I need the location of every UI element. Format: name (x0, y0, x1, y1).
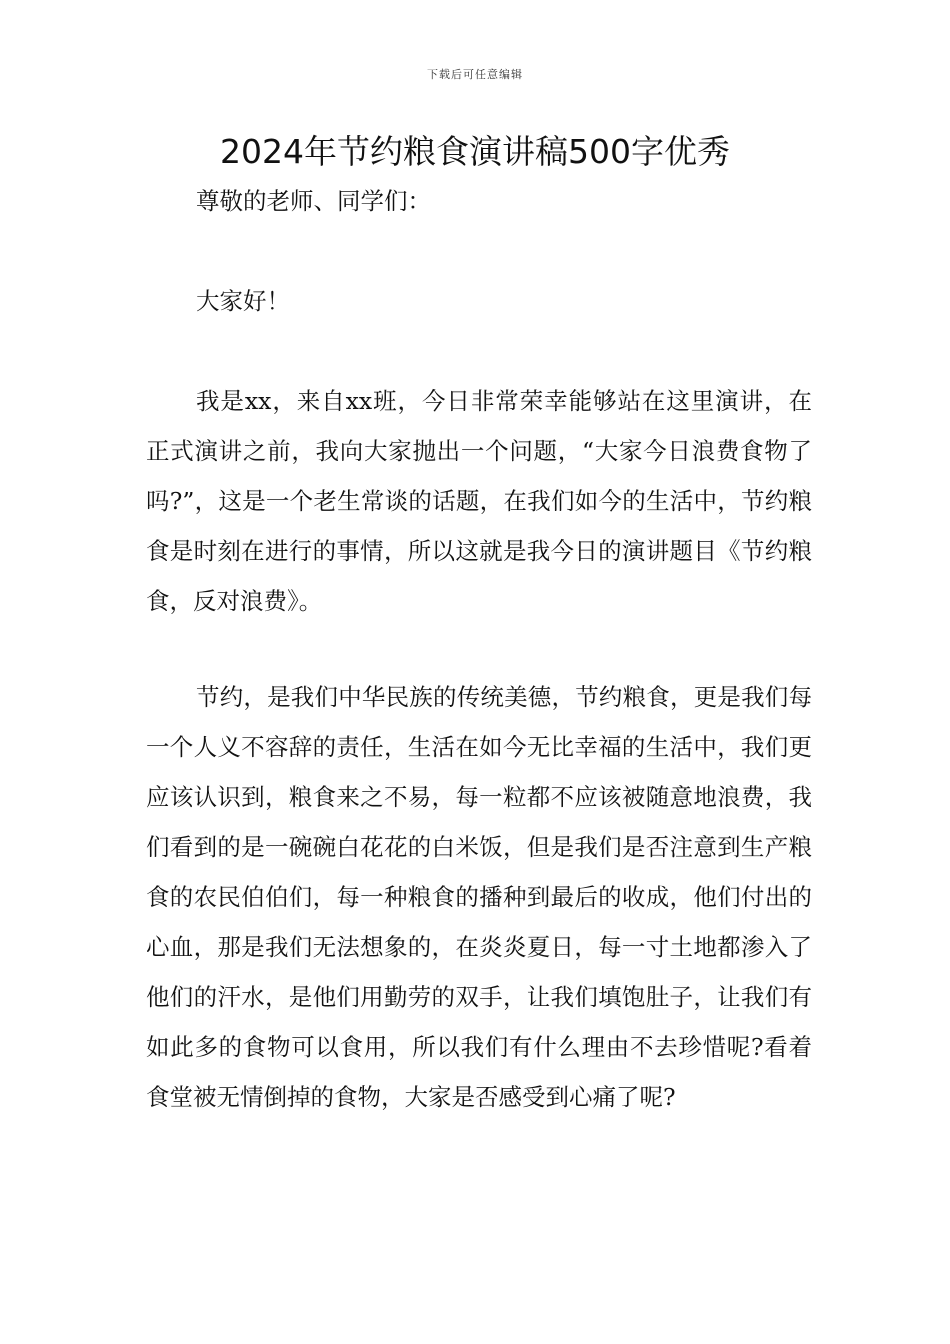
salutation: 尊敬的老师、同学们： (196, 187, 431, 215)
body-paragraph: 节约，是我们中华民族的传统美德，节约粮食，更是我们每一个人义不容辞的责任，生活在如今无比幸福的生活中，我们更应该认识到，粮食来之不易，每一粒都不应该被随意地浪费，我们看到的是一碗碗白花花的白米饭，但是我们是否注意到生产粮食的农民伯伯们，每一种粮食的播种到最后的收成，他们付出的心血，那是我们无法想象的，在炎炎夏日，每一寸土地都渗入了他们的汗水，是他们用勤劳的双手，让我们填饱肚子，让我们有如此多的食物可以食用，所以我们有什么理由不去珍惜呢?看着食堂被无情倒掉的食物，大家是否感受到心痛了呢? (146, 683, 812, 1111)
greeting: 大家好！ (196, 287, 290, 315)
document-title: 2024年节约粮食演讲稿500字优秀 (220, 132, 730, 171)
header-note: 下载后可任意编辑 (427, 68, 523, 81)
body-paragraph: 我是xx，来自xx班，今日非常荣幸能够站在这里演讲，在正式演讲之前，我向大家抛出一个问题，“大家今日浪费食物了吗?”，这是一个老生常谈的话题，在我们如今的生活中，节约粮食是时刻在进行的事情，所以这就是我今日的演讲题目《节约粮食，反对浪费》。 (146, 387, 812, 615)
